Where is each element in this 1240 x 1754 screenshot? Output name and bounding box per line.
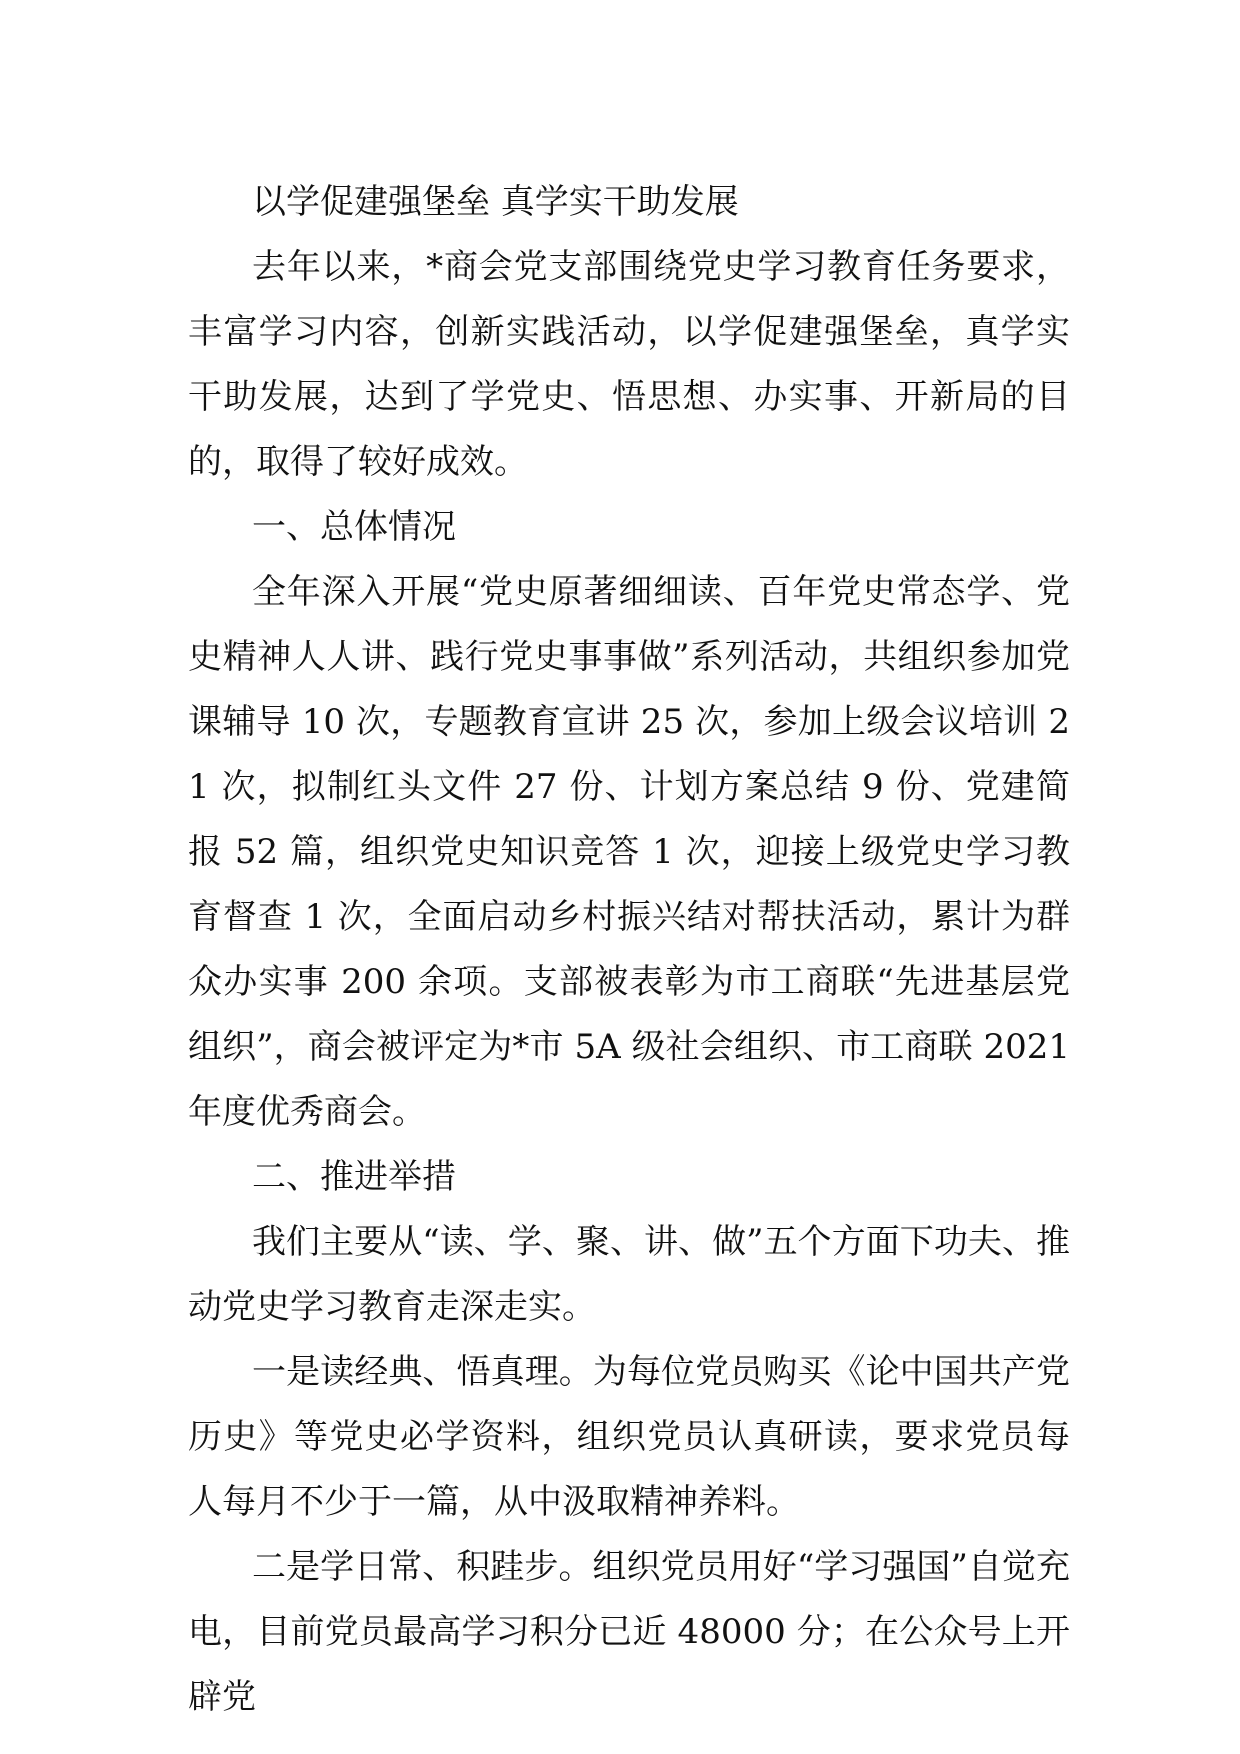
paragraph-intro: 去年以来，*商会党支部围绕党史学习教育任务要求，丰富学习内容，创新实践活动，以学促建强堡垒，真学实干助发展，达到了学党史、悟思想、办实事、开新局的目的，取得了较好成效。 [188, 247, 1070, 482]
paragraph-overview: 全年深入开展“党史原著细细读、百年党史常态学、党史精神人人讲、践行党史事事做”系列活动，共组织参加党课辅导 10 次，专题教育宣讲 25 次，参加上级会议培训 21 次，拟制红头文件 27 份、计划方案总结 9 份、党建简报 52 篇，组织党史知识竞答 1 次，迎接上级党史学习教育督查 1 次，全面启动乡村振兴结对帮扶活动，累计为群众办实事 200 余项。支部被表彰为市工商联“先进基层党组织”，商会被评定为*市 5A 级社会组织、市工商联 2021 年度优秀商会。 [188, 572, 1070, 1132]
paragraph-measure-read: 一是读经典、悟真理。为每位党员购买《论中国共产党历史》等党史必学资料，组织党员认真研读，要求党员每人每月不少于一篇，从中汲取精神养料。 [188, 1352, 1070, 1522]
paragraph-measure-study: 二是学日常、积跬步。组织党员用好“学习强国”自觉充电，目前党员最高学习积分已近 48000 分；在公众号上开辟党 [188, 1547, 1070, 1717]
section-heading-overview: 一、总体情况 [252, 507, 456, 547]
paragraph-measures-intro: 我们主要从“读、学、聚、讲、做”五个方面下功夫、推动党史学习教育走深走实。 [188, 1222, 1070, 1327]
document-body [188, 170, 1070, 1730]
section-heading-measures: 二、推进举措 [252, 1157, 456, 1197]
document-title: 以学促建强堡垒 真学实干助发展 [252, 182, 739, 222]
